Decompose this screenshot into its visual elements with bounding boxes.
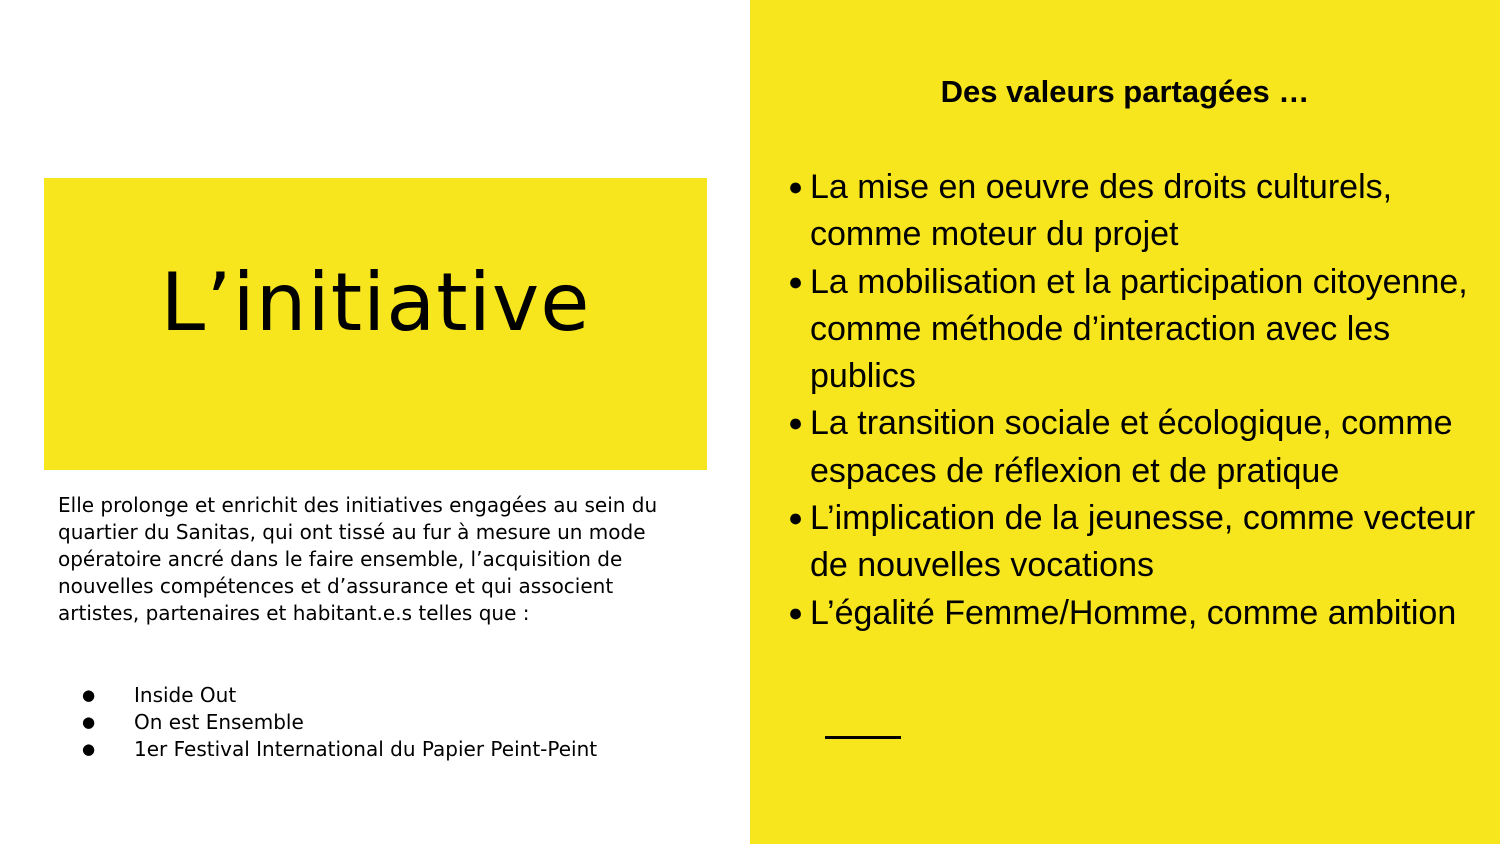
list-item: ● 1er Festival International du Papier Peint-Peint — [82, 736, 597, 763]
list-item: ● L’égalité Femme/Homme, comme ambition — [788, 590, 1488, 637]
values-heading — [750, 72, 1500, 112]
slide-title: L’initiative — [160, 256, 591, 349]
initiatives-list — [82, 682, 597, 763]
values-panel — [750, 0, 1500, 844]
list-item: ● La transition sociale et écologique, comme espaces de réflexion et de pratique — [788, 400, 1488, 495]
decorative-underline — [825, 736, 901, 739]
list-item: ● Inside Out — [82, 682, 597, 709]
list-item: ● On est Ensemble — [82, 709, 597, 736]
values-heading-text: Des valeurs partagées … — [940, 74, 1310, 109]
values-list — [788, 164, 1488, 637]
list-item: ● La mobilisation et la participation citoyenne, comme méthode d’interaction avec les publics — [788, 259, 1488, 401]
list-item: ● L’implication de la jeunesse, comme vecteur de nouvelles vocations — [788, 495, 1488, 590]
list-item: ● La mise en oeuvre des droits culturels, comme moteur du projet — [788, 164, 1488, 259]
intro-paragraph: Elle prolonge et enrichit des initiatives engagées au sein du quartier du Sanitas, qui ont tissé au fur à mesure un mode opératoire ancré dans le faire ensemble, l’acquisition de nouvelles compétences et d’assurance et qui associent artistes, partenaires et habitant.e.s telles que : — [58, 493, 658, 625]
